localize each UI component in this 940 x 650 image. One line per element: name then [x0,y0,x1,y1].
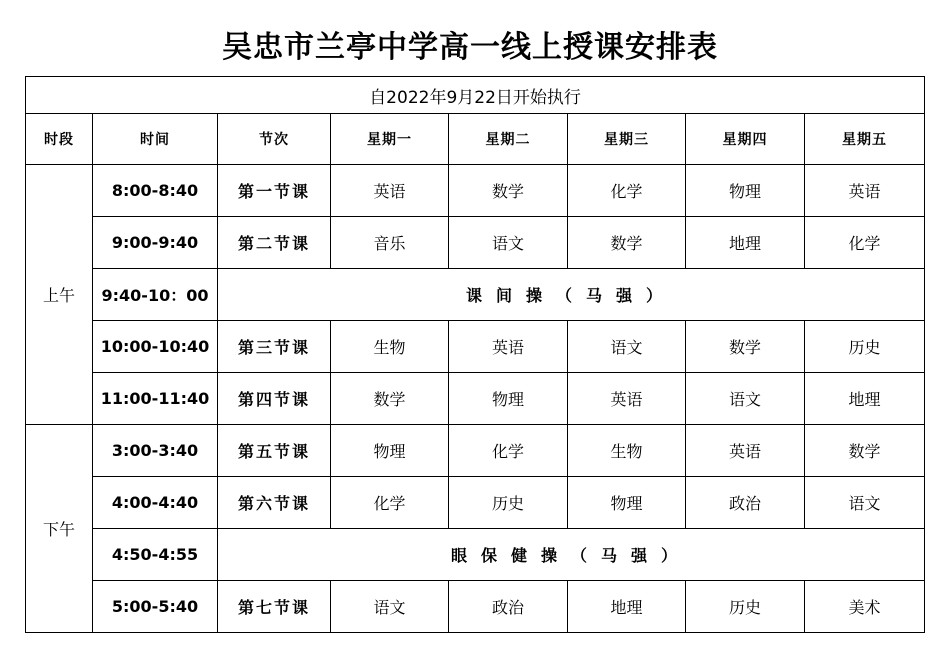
time-cell: 11:00-11:40 [93,373,218,425]
subject-cell: 语文 [686,373,805,425]
time-cell: 9:40-10：00 [93,269,218,321]
table-row [26,477,925,529]
header-cell: 星期五 [805,114,925,165]
table-row [26,373,925,425]
table-row [26,529,925,581]
subject-cell: 英语 [449,321,568,373]
subject-cell: 物理 [449,373,568,425]
subject-cell: 历史 [686,581,805,633]
session-afternoon: 下午 [26,425,93,633]
header-row [26,114,925,165]
subject-cell: 美术 [805,581,925,633]
subject-cell: 政治 [449,581,568,633]
schedule-table [25,76,925,633]
header-cell: 星期三 [568,114,686,165]
time-cell: 10:00-10:40 [93,321,218,373]
period-cell: 第七节课 [218,581,331,633]
subject-cell: 数学 [568,217,686,269]
subject-cell: 地理 [568,581,686,633]
period-cell: 第一节课 [218,165,331,217]
subject-cell: 音乐 [331,217,449,269]
period-cell: 第三节课 [218,321,331,373]
subtitle-row [26,77,925,114]
page-title: 吴忠市兰亭中学高一线上授课安排表 [222,30,718,65]
subject-cell: 地理 [686,217,805,269]
period-cell: 第六节课 [218,477,331,529]
subject-cell: 英语 [568,373,686,425]
eye-exercise-cell: 眼保健操（马强） [218,529,925,581]
subject-cell: 数学 [449,165,568,217]
subject-cell: 语文 [805,477,925,529]
header-cell: 时段 [26,114,93,165]
header-cell: 星期四 [686,114,805,165]
subject-cell: 化学 [331,477,449,529]
table-row [26,321,925,373]
period-cell: 第四节课 [218,373,331,425]
subject-cell: 数学 [805,425,925,477]
subject-cell: 语文 [568,321,686,373]
subject-cell: 物理 [686,165,805,217]
subject-cell: 英语 [331,165,449,217]
period-cell: 第二节课 [218,217,331,269]
subject-cell: 历史 [449,477,568,529]
time-cell: 5:00-5:40 [93,581,218,633]
subject-cell: 化学 [568,165,686,217]
time-cell: 4:50-4:55 [93,529,218,581]
header-cell: 星期二 [449,114,568,165]
time-cell: 3:00-3:40 [93,425,218,477]
subject-cell: 化学 [449,425,568,477]
header-cell: 节次 [218,114,331,165]
table-row [26,217,925,269]
subject-cell: 政治 [686,477,805,529]
table-row [26,425,925,477]
table-row [26,165,925,217]
subject-cell: 语文 [331,581,449,633]
break-exercise-cell: 课间操（马强） [218,269,925,321]
subject-cell: 英语 [805,165,925,217]
session-morning: 上午 [26,165,93,425]
header-cell: 时间 [93,114,218,165]
subject-cell: 英语 [686,425,805,477]
period-cell: 第五节课 [218,425,331,477]
subject-cell: 化学 [805,217,925,269]
subject-cell: 物理 [331,425,449,477]
time-cell: 4:00-4:40 [93,477,218,529]
table-row [26,581,925,633]
subject-cell: 地理 [805,373,925,425]
subject-cell: 生物 [568,425,686,477]
time-cell: 9:00-9:40 [93,217,218,269]
time-cell: 8:00-8:40 [93,165,218,217]
subject-cell: 历史 [805,321,925,373]
subject-cell: 生物 [331,321,449,373]
subject-cell: 语文 [449,217,568,269]
subject-cell: 物理 [568,477,686,529]
table-row [26,269,925,321]
subject-cell: 数学 [331,373,449,425]
header-cell: 星期一 [331,114,449,165]
subject-cell: 数学 [686,321,805,373]
effective-date: 自2022年9月22日开始执行 [26,77,925,114]
